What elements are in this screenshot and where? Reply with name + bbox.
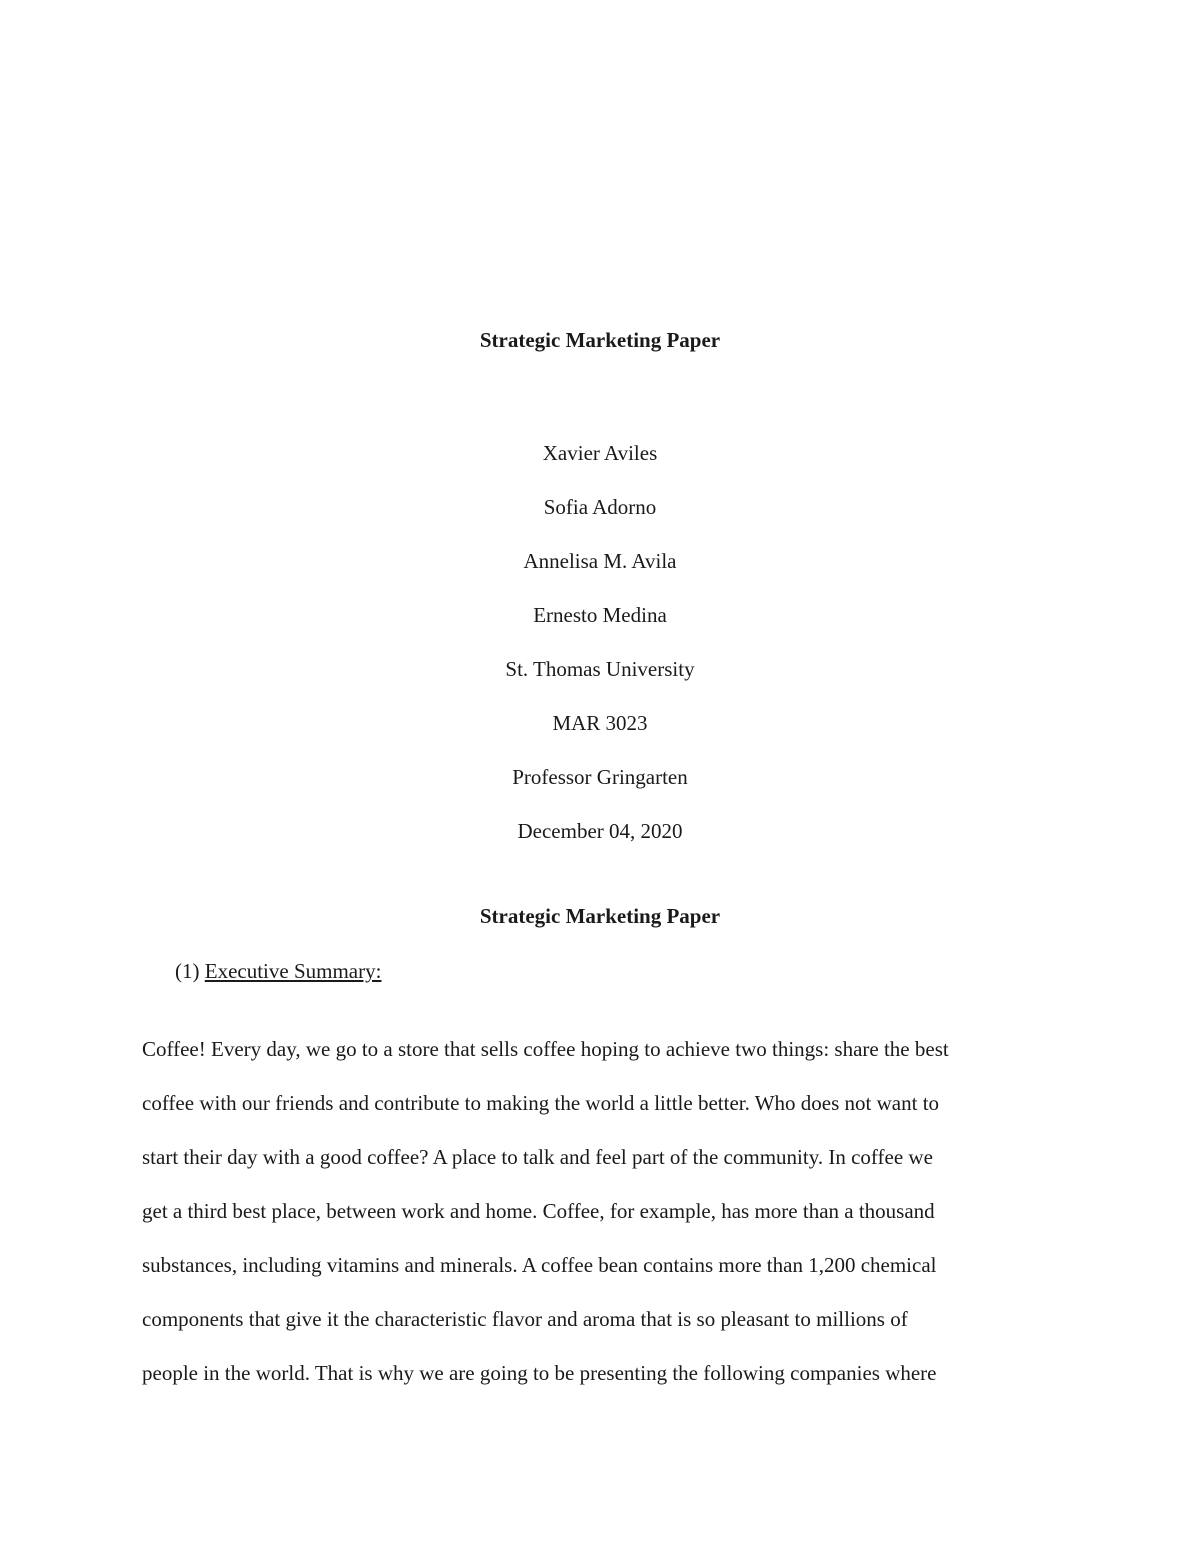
paragraph-line-3: start their day with a good coffee? A place to talk and feel part of the community. In coffee we: [142, 1145, 933, 1169]
paragraph-line-4: get a third best place, between work and home. Coffee, for example, has more than a thousand: [142, 1199, 935, 1223]
cover-title: Strategic Marketing Paper: [479, 328, 721, 352]
submission-date: December 04, 2020: [517, 819, 683, 843]
section-title: Executive Summary:: [204, 959, 382, 983]
section-heading-executive-summary: [175, 959, 381, 983]
paragraph-line-6: components that give it the characteristic flavor and aroma that is so pleasant to millions of: [142, 1307, 908, 1331]
paragraph-line-7: people in the world. That is why we are going to be presenting the following companies where: [142, 1361, 937, 1385]
author-name-2: Sofia Adorno: [543, 495, 657, 519]
body-title: Strategic Marketing Paper: [479, 904, 721, 928]
professor-name: Professor Gringarten: [512, 765, 688, 789]
author-name-1: Xavier Aviles: [542, 441, 658, 465]
paragraph-line-5: substances, including vitamins and minerals. A coffee bean contains more than 1,200 chemical: [142, 1253, 937, 1277]
paragraph-line-2: coffee with our friends and contribute to making the world a little better. Who does not want to: [142, 1091, 940, 1115]
author-name-4: Ernesto Medina: [533, 603, 667, 627]
paragraph-line-1: Coffee! Every day, we go to a store that sells coffee hoping to achieve two things: share the best: [142, 1037, 949, 1061]
course-code: MAR 3023: [552, 711, 648, 735]
author-name-3: Annelisa M. Avila: [523, 549, 677, 573]
section-number: (1): [175, 959, 200, 983]
institution-name: St. Thomas University: [505, 657, 695, 681]
